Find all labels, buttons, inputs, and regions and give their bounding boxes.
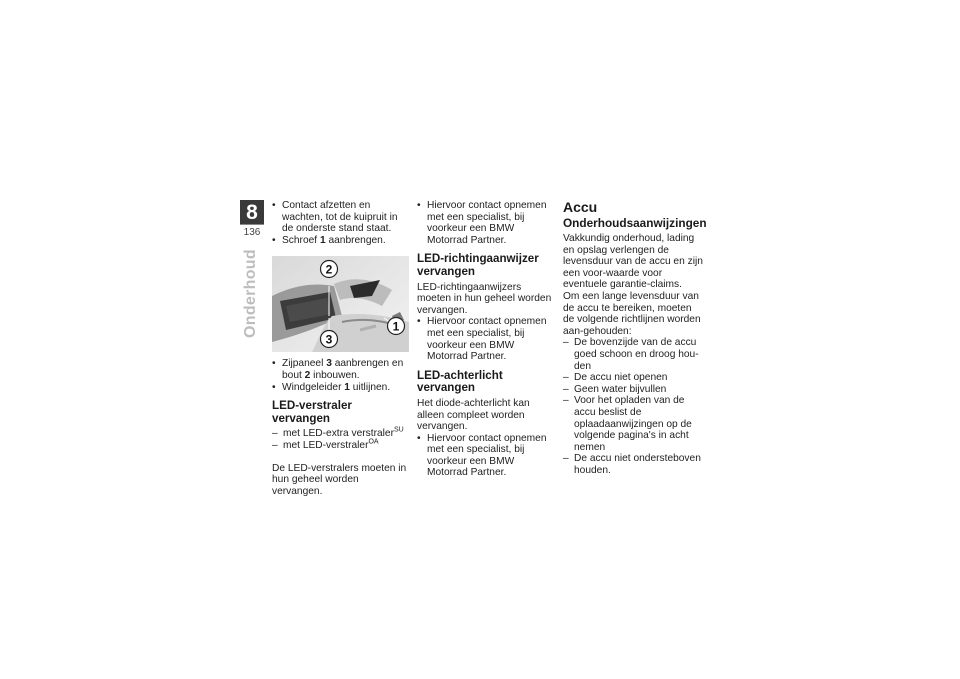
heading-achterlicht: LED-achterlicht vervangen <box>417 368 503 395</box>
chapter-number: 8 <box>240 200 264 224</box>
chapter-divider <box>240 224 264 225</box>
item-text: aanbrengen en bout <box>282 358 404 381</box>
paragraph: Om een lange levensduur van de accu te bereiken, moeten de volgende richtlijnen worden aan-gehouden: <box>563 290 701 337</box>
list-item: – Geen water bijvullen <box>563 384 703 396</box>
item-text: Windgeleider <box>282 381 345 393</box>
page-number: 136 <box>243 227 261 238</box>
instruction-list <box>272 358 410 393</box>
paragraph: Het diode-achterlicht kan alleen compleet worden vervangen. <box>417 397 530 433</box>
column-1 <box>272 200 410 497</box>
list-item <box>272 382 410 394</box>
variant-code: OA <box>368 438 379 446</box>
item-text: uitlijnen. <box>349 381 391 393</box>
paragraph: LED-richtingaanwijzers moeten in hun geheel worden vervangen. <box>417 281 552 316</box>
instruction-list <box>417 433 555 479</box>
list-item: – De bovenzijde van de accu goed schoon en droog hou-den <box>563 337 703 372</box>
heading-onderhoudsaanwijzingen: Onderhoudsaanwijzingen <box>563 216 707 230</box>
list-item: • Hiervoor contact opnemen met een specialist, bij voorkeur een BMW Motorrad Partner. <box>417 200 555 246</box>
column-2 <box>417 200 555 479</box>
variant-code: SU <box>393 426 404 434</box>
instruction-list <box>272 200 410 246</box>
list-item: • Hiervoor contact opnemen met een specialist, bij voorkeur een BMW Motorrad Partner. <box>417 433 555 479</box>
list-item: • Hiervoor contact opnemen met een specialist, bij voorkeur een BMW Motorrad Partner. <box>417 316 555 362</box>
item-text: aanbrengen. <box>325 234 386 246</box>
callout-label: 3 <box>325 332 333 347</box>
part-ref: 1 <box>344 381 350 393</box>
item-text: met LED-verstraler <box>283 439 369 451</box>
item-text: met LED-extra verstraler <box>283 428 394 440</box>
part-ref: 2 <box>304 369 311 381</box>
heading-richtingaanwijzer: LED-richtingaanwijzer vervangen <box>417 252 539 278</box>
item-text: Zijpaneel <box>282 358 327 370</box>
list-item <box>272 235 410 247</box>
guideline-list <box>563 337 703 476</box>
heading-led-verstraler: LED-verstraler vervangen <box>272 399 352 425</box>
instruction-list <box>417 316 555 362</box>
instruction-list <box>417 200 555 246</box>
list-item: – De accu niet openen <box>563 372 703 384</box>
item-text: inbouwen. <box>310 369 360 381</box>
fairing-illustration <box>272 256 409 352</box>
section-title: Onderhoud <box>242 249 259 338</box>
paragraph: De LED-verstralers moeten in hun geheel worden vervangen. <box>272 462 407 497</box>
callout-label: 1 <box>392 319 400 334</box>
part-ref: 3 <box>326 358 332 370</box>
part-ref: 1 <box>319 234 326 246</box>
chapter-marker <box>240 200 264 250</box>
variant-list <box>272 428 410 451</box>
list-item: – Voor het opladen van de accu beslist de oplaadaanwijzingen op de volgende pagina's in acht nemen <box>563 395 703 453</box>
item-text: Schroef <box>282 234 320 246</box>
heading-accu: Accu <box>563 199 598 215</box>
list-item <box>272 358 410 381</box>
callout-label: 2 <box>325 262 333 277</box>
list-item <box>272 440 410 452</box>
fairing-photo <box>272 256 409 352</box>
paragraph: Vakkundig onderhoud, lading en opslag verlengen de levensduur van de accu en zijn een voor-waarde voor eventuele garantie-claims. <box>563 233 703 291</box>
list-item: – De accu niet ondersteboven houden. <box>563 453 703 476</box>
list-item: • Contact afzetten en wachten, tot de kuipruit in de onderste stand staat. <box>272 200 410 235</box>
list-item <box>272 428 410 440</box>
column-3 <box>563 199 707 476</box>
